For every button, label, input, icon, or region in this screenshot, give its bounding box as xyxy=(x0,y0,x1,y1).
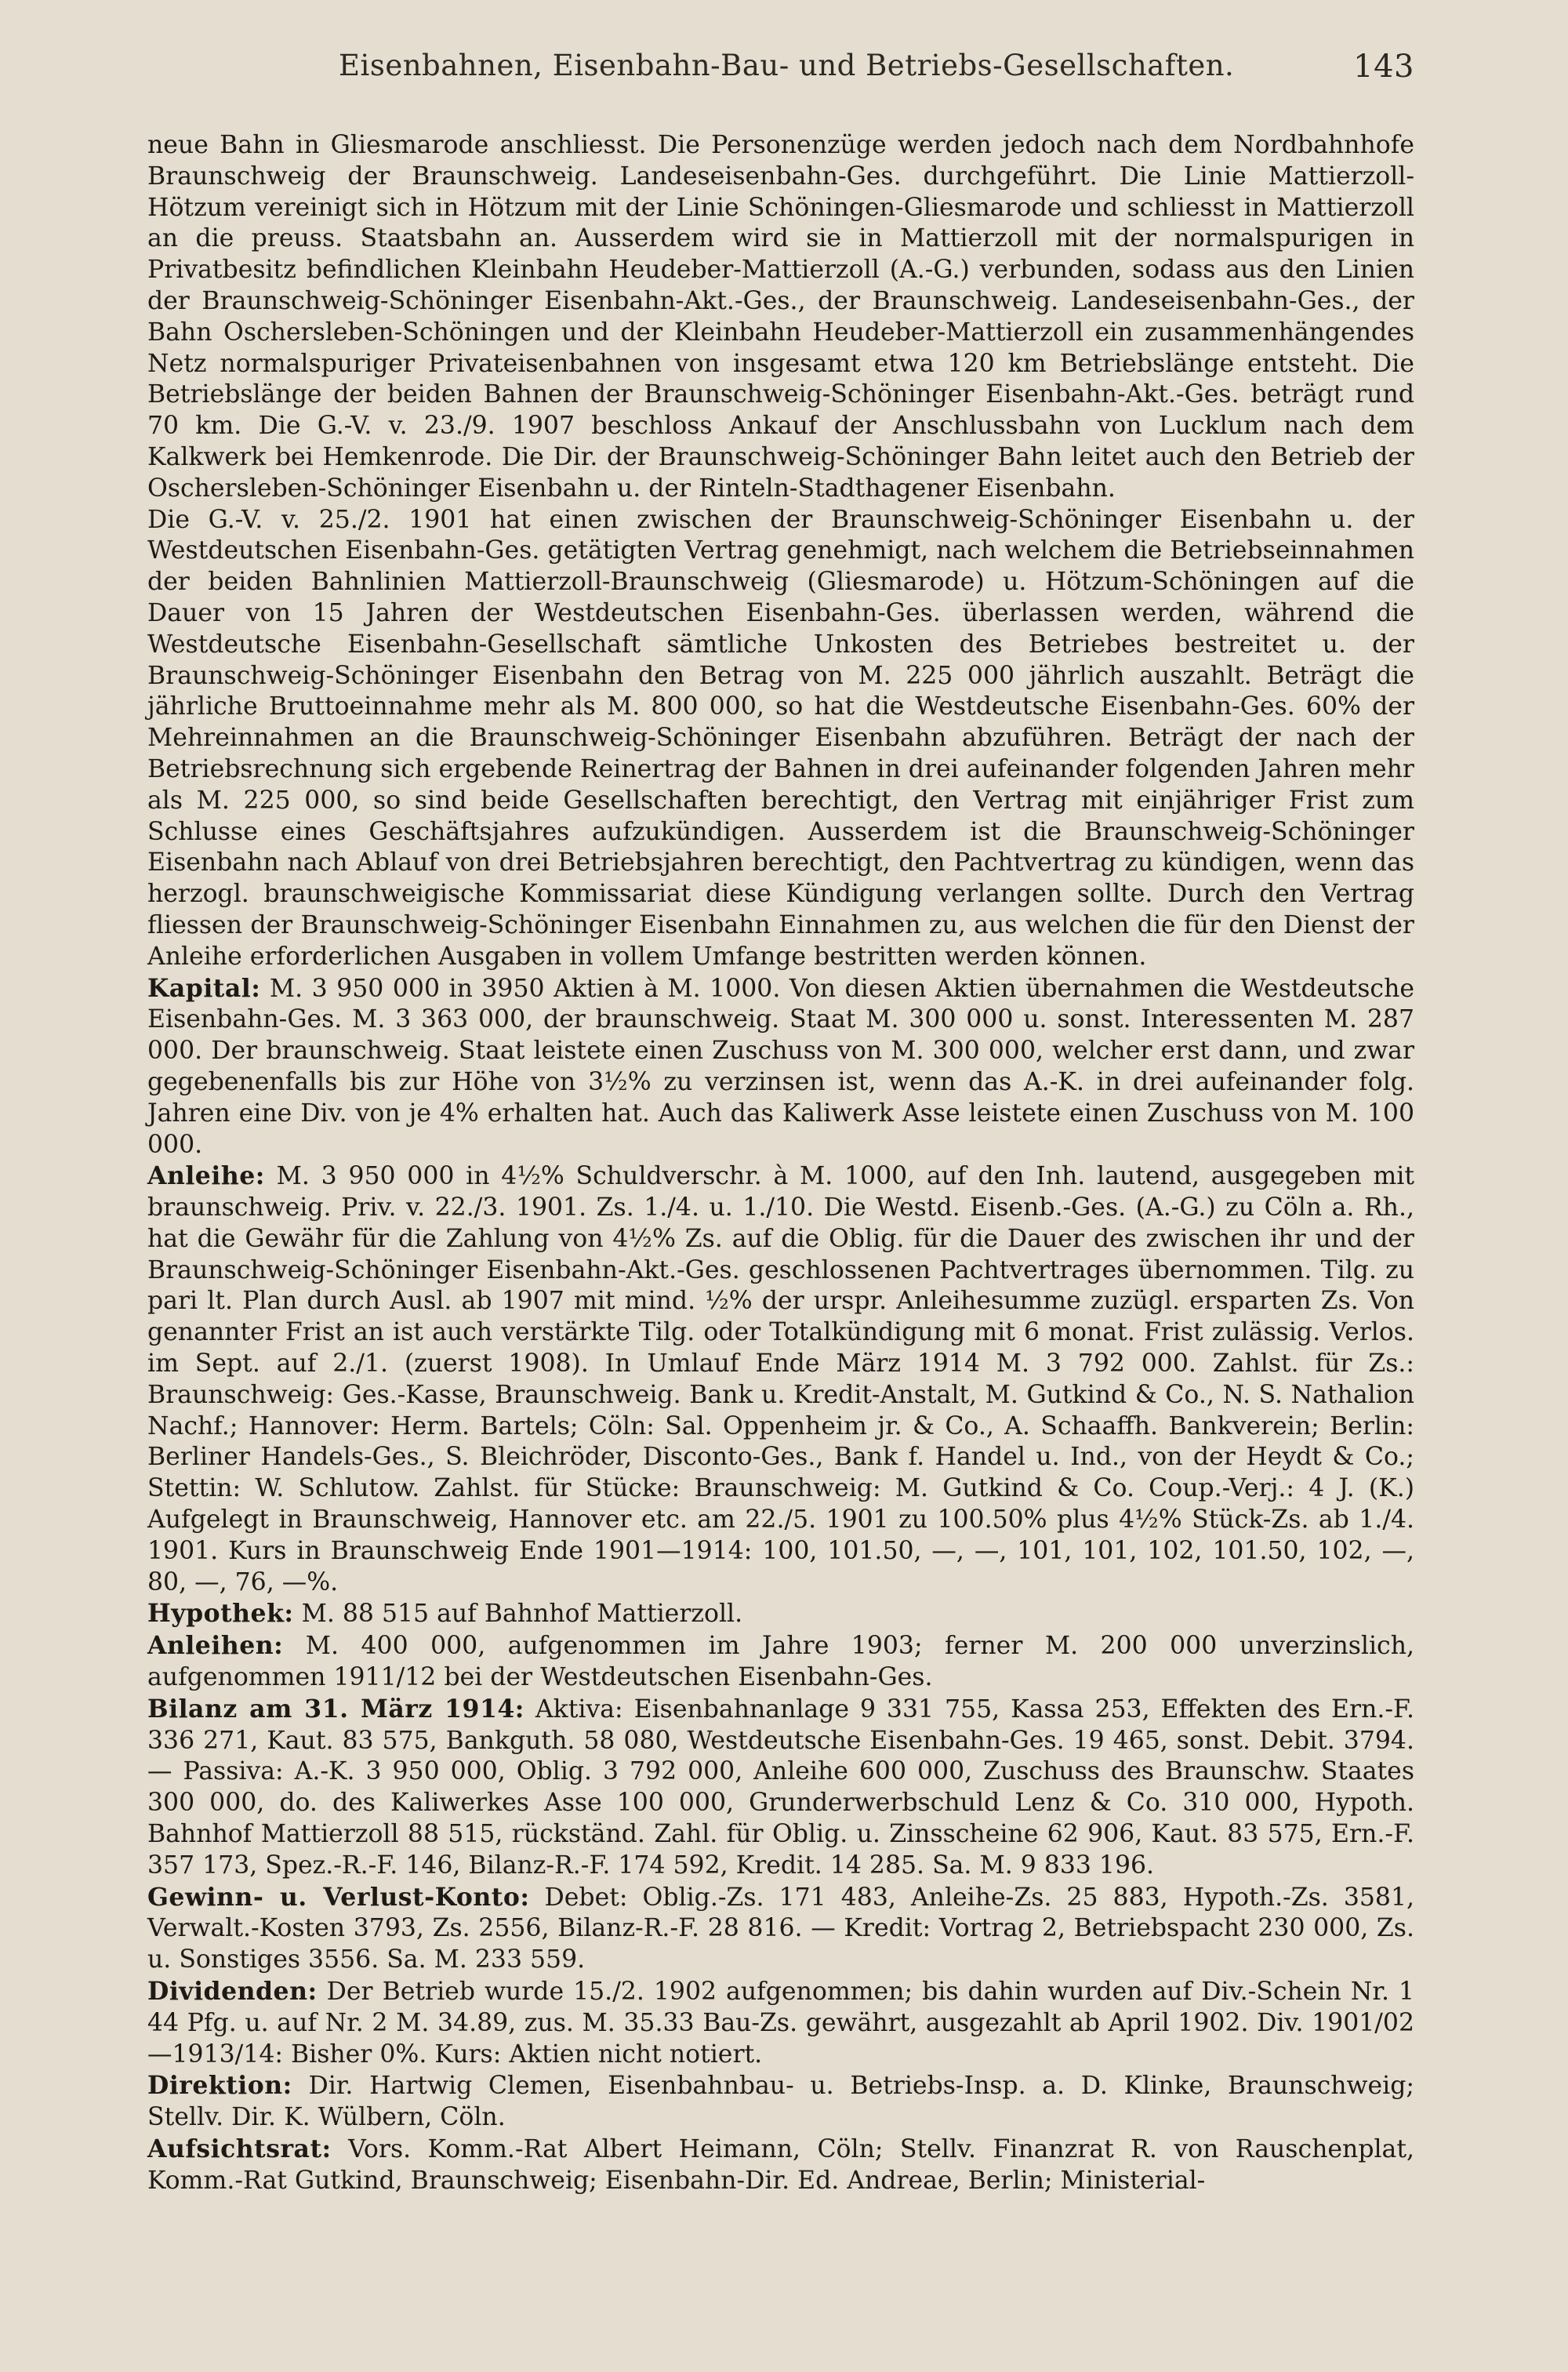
section-gewinn-verlust xyxy=(147,1882,1414,1976)
section-dividenden xyxy=(147,1976,1414,2070)
section-label: Hypothek: xyxy=(147,1599,294,1629)
section-text: Dir. Hartwig Clemen, Eisenbahnbau- u. Betriebs-Insp. a. D. Klinke, Braunschweig; Stellv. Dir. K. Wülbern, Cöln. xyxy=(147,2072,1414,2132)
section-anleihe xyxy=(147,1161,1414,1598)
section-aufsichtsrat xyxy=(147,2134,1414,2197)
section-text: M. 400 000, aufgenommen im Jahre 1903; ferner M. 200 000 unverzinslich, aufgenommen 1911/12 bei der Westdeutschen Eisenbahn-Ges. xyxy=(147,1632,1415,1692)
section-hypothek xyxy=(147,1598,1414,1630)
section-label: Kapital: xyxy=(147,973,261,1003)
paragraph-text: Die G.-V. v. 25./2. 1901 hat einen zwischen der Braunschweig-Schöninger Eisenbahn u. der Westdeutschen Eisenbahn-Ges. getätigten Vertrag genehmigt, nach welchem die Betriebseinnahmen der beiden Bahnlinien Mattierzoll-Braunschweig (Gliesmarode) u. Hötzum-Schöningen auf die Dauer von 15 Jahren der Westdeutschen Eisenbahn-Ges. überlassen werden, während die Westdeutsche Eisenbahn-Gesellschaft sämtliche Unkosten des Betriebes bestreitet u. der Braunschweig-Schöninger Eisenbahn den Betrag von M. 225 000 jährlich auszahlt. Beträgt die jährliche Bruttoeinnahme mehr als M. 800 000, so hat die Westdeutsche Eisenbahn-Ges. 60% der Mehreinnahmen an die Braunschweig-Schöninger Eisenbahn abzuführen. Beträgt der nach der Betriebsrechnung sich ergebende Reinertrag der Bahnen in drei aufeinander folgenden Jahren mehr als M. 225 000, so sind beide Gesellschaften berechtigt, den Vertrag mit einjähriger Frist zum Schlusse eines Geschäftsjahres aufzukündigen. Ausserdem ist die Braunschweig-Schöninger Eisenbahn nach Ablauf von drei Betriebsjahren berechtigt, den Pachtvertrag zu kündigen, wenn das herzogl. braunschweigische Kommissariat diese Kündigung verlangen sollte. Durch den Vertrag fliessen der Braunschweig-Schöninger Eisenbahn Einnahmen zu, aus welchen die für den Dienst der Anleihe erforderlichen Ausgaben in vollem Umfange bestritten werden können. xyxy=(147,505,1414,971)
section-label: Anleihe: xyxy=(147,1161,265,1191)
section-text: M. 3 950 000 in 3950 Aktien à M. 1000. Von diesen Aktien übernahmen die Westdeutsche Eisenbahn-Ges. M. 3 363 000, der braunschweig. Staat M. 300 000 u. sonst. Interessenten M. 287 000. Der braunschweig. Staat leistete einen Zuschuss von M. 300 000, welcher erst dann, und zwar gegebenenfalls bis zur Höhe von 3½% zu verzinsen ist, wenn das A.-K. in drei aufeinander folg. Jahren eine Div. von je 4% erhalten hat. Auch das Kaliwerk Asse leistete einen Zuschuss von M. 100 000. xyxy=(147,974,1415,1159)
section-text: Aktiva: Eisenbahnanlage 9 331 755, Kassa 253, Effekten des Ern.-F. 336 271, Kaut. 83 575, Bankguth. 58 080, Westdeutsche Eisenbahn-Ges. 19 465, sonst. Debit. 3794. — Passiva: A.-K. 3 950 000, Oblig. 3 792 000, Anleihe 600 000, Zuschuss des Braunschw. Staates 300 000, do. des Kaliwerkes Asse 100 000, Grunderwerbschuld Lenz & Co. 310 000, Hypoth. Bahnhof Mattierzoll 88 515, rückständ. Zahl. für Oblig. u. Zinsscheine 62 906, Kaut. 83 575, Ern.-F. 357 173, Spez.-R.-F. 146, Bilanz-R.-F. 174 592, Kredit. 14 285. Sa. M. 9 833 196. xyxy=(147,1695,1415,1880)
section-bilanz xyxy=(147,1694,1414,1882)
paragraph-contract xyxy=(147,505,1414,973)
page-number: 143 xyxy=(1353,49,1414,85)
section-label: Gewinn- u. Verlust-Konto: xyxy=(147,1882,530,1912)
section-text: Vors. Komm.-Rat Albert Heimann, Cöln; Stellv. Finanzrat R. von Rauschenplat, Komm.-Rat Gutkind, Braunschweig; Eisenbahn-Dir. Ed. Andreae, Berlin; Ministerial- xyxy=(147,2135,1415,2195)
section-label: Bilanz am 31. März 1914: xyxy=(147,1694,524,1724)
section-text: Debet: Oblig.-Zs. 171 483, Anleihe-Zs. 25 883, Hypoth.-Zs. 3581, Verwalt.-Kosten 3793, Zs. 2556, Bilanz-R.-F. 28 816. — Kredit: Vortrag 2, Betriebspacht 230 000, Zs. u. Sonstiges 3556. Sa. M. 233 559. xyxy=(147,1883,1415,1974)
section-label: Aufsichtsrat: xyxy=(147,2134,332,2163)
section-direktion xyxy=(147,2070,1414,2134)
section-anleihen xyxy=(147,1630,1414,1694)
running-header xyxy=(154,49,1414,96)
section-label: Direktion: xyxy=(147,2071,292,2101)
paragraph-text: neue Bahn in Gliesmarode anschliesst. Die Personenzüge werden jedoch nach dem Nordbahnhofe Braunschweig der Braunschweig. Landeseisenbahn-Ges. durchgeführt. Die Linie Mattierzoll-Hötzum vereinigt sich in Hötzum mit der Linie Schöningen-Gliesmarode und schliesst in Mattierzoll an die preuss. Staatsbahn an. Ausserdem wird sie in Mattierzoll mit der normalspurigen in Privatbesitz befindlichen Kleinbahn Heudeber-Mattierzoll (A.-G.) verbunden, sodass aus den Linien der Braunschweig-Schöninger Eisenbahn-Akt.-Ges., der Braunschweig. Landeseisenbahn-Ges., der Bahn Oschersleben-Schöningen und der Kleinbahn Heudeber-Mattierzoll ein zusammenhängendes Netz normalspuriger Privateisenbahnen von insgesamt etwa 120 km Betriebslänge entsteht. Die Betriebslänge der beiden Bahnen der Braunschweig-Schöninger Eisenbahn-Akt.-Ges. beträgt rund 70 km. Die G.-V. v. 23./9. 1907 beschloss Ankauf der Anschlussbahn von Lucklum nach dem Kalkwerk bei Hemkenrode. Die Dir. der Braunschweig-Schöninger Bahn leitet auch den Betrieb der Oschersleben-Schöninger Eisenbahn u. der Rinteln-Stadthagener Eisenbahn. xyxy=(147,131,1414,503)
section-label: Anleihen: xyxy=(147,1631,284,1661)
section-label: Dividenden: xyxy=(147,1977,318,2007)
page-body xyxy=(147,130,1414,2197)
header-title: Eisenbahnen, Eisenbahn-Bau- und Betriebs-Gesellschaften. xyxy=(339,49,1235,82)
section-kapital xyxy=(147,973,1414,1161)
section-text: Der Betrieb wurde 15./2. 1902 aufgenommen; bis dahin wurden auf Div.-Schein Nr. 1 44 Pfg. u. auf Nr. 2 M. 34.89, zus. M. 35.33 Bau-Zs. gewährt, ausgezahlt ab April 1902. Div. 1901/02—1913/14: Bisher 0%. Kurs: Aktien nicht notiert. xyxy=(147,1978,1415,2069)
section-text: M. 3 950 000 in 4½% Schuldverschr. à M. 1000, auf den Inh. lautend, ausgegeben mit braunschweig. Priv. v. 22./3. 1901. Zs. 1./4. u. 1./10. Die Westd. Eisenb.-Ges. (A.-G.) zu Cöln a. Rh., hat die Gewähr für die Zahlung von 4½% Zs. auf die Oblig. für die Dauer des zwischen ihr und der Braunschweig-Schöninger Eisenbahn-Akt.-Ges. geschlossenen Pachtvertrages übernommen. Tilg. zu pari lt. Plan durch Ausl. ab 1907 mit mind. ½% der urspr. Anleihesumme zuzügl. ersparten Zs. Von genannter Frist an ist auch verstärkte Tilg. oder Totalkündigung mit 6 monat. Frist zulässig. Verlos. im Sept. auf 2./1. (zuerst 1908). In Umlauf Ende März 1914 M. 3 792 000. Zahlst. für Zs.: Braunschweig: Ges.-Kasse, Braunschweig. Bank u. Kredit-Anstalt, M. Gutkind & Co., N. S. Nathalion Nachf.; Hannover: Herm. Bartels; Cöln: Sal. Oppenheim jr. & Co., A. Schaaffh. Bankverein; Berlin: Berliner Handels-Ges., S. Bleichröder, Disconto-Ges., Bank f. Handel u. Ind., von der Heydt & Co.; Stettin: W. Schlutow. Zahlst. für Stücke: Braunschweig: M. Gutkind & Co. Coup.-Verj.: 4 J. (K.) Aufgelegt in Braunschweig, Hannover etc. am 22./5. 1901 zu 100.50% plus 4½% Stück-Zs. ab 1./4. 1901. Kurs in Braunschweig Ende 1901—1914: 100, 101.50, —, —, 101, 101, 102, 101.50, 102, —, 80, —, 76, —%. xyxy=(147,1162,1414,1596)
section-text: M. 88 515 auf Bahnhof Mattierzoll. xyxy=(301,1600,743,1629)
paragraph-intro xyxy=(147,130,1414,505)
